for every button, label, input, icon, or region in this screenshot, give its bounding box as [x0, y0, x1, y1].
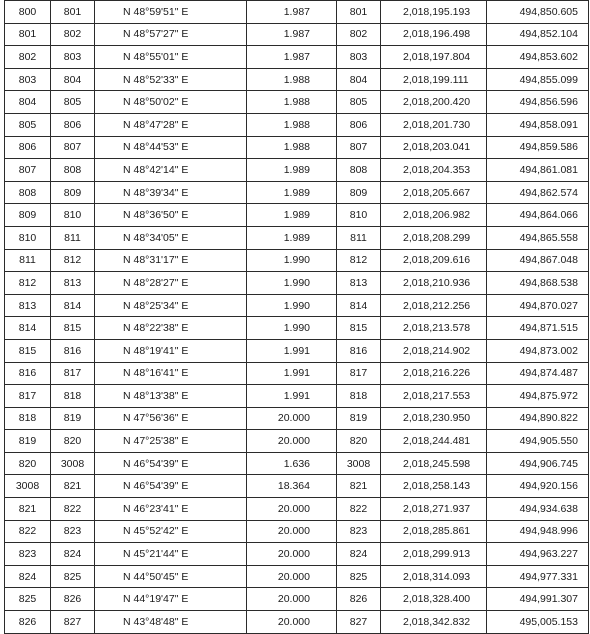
- northing-cell: 2,018,204.353: [381, 159, 487, 182]
- northing-cell: 2,018,245.598: [381, 452, 487, 475]
- easting-cell: 494,963.227: [487, 543, 589, 566]
- bearing-cell: N 44°19'47" E: [95, 588, 247, 611]
- easting-cell: 494,934.638: [487, 498, 589, 521]
- to-station-cell: 807: [51, 136, 95, 159]
- easting-cell: 494,865.558: [487, 226, 589, 249]
- table-body: [5, 1, 589, 634]
- bearing-cell: N 48°52'33" E: [95, 68, 247, 91]
- to-station-cell: 813: [51, 272, 95, 295]
- easting-cell: 494,862.574: [487, 181, 589, 204]
- bearing-cell: N 48°22'38" E: [95, 317, 247, 340]
- table-row: [5, 272, 589, 295]
- table-row: [5, 475, 589, 498]
- northing-cell: 2,018,328.400: [381, 588, 487, 611]
- distance-cell: 20.000: [247, 430, 337, 453]
- to-station-cell: 816: [51, 339, 95, 362]
- to-station-cell: 808: [51, 159, 95, 182]
- northing-cell: 2,018,210.936: [381, 272, 487, 295]
- distance-cell: 1.990: [247, 272, 337, 295]
- from-station-cell: 815: [5, 339, 51, 362]
- distance-cell: 1.991: [247, 362, 337, 385]
- table-row: [5, 136, 589, 159]
- bearing-cell: N 43°48'48" E: [95, 611, 247, 634]
- table-row: [5, 543, 589, 566]
- to-station-cell: 805: [51, 91, 95, 114]
- distance-cell: 1.989: [247, 204, 337, 227]
- to-station-cell: 815: [51, 317, 95, 340]
- to-station-cell: 810: [51, 204, 95, 227]
- bearing-cell: N 45°21'44" E: [95, 543, 247, 566]
- point-cell: 816: [337, 339, 381, 362]
- easting-cell: 494,905.550: [487, 430, 589, 453]
- from-station-cell: 817: [5, 385, 51, 408]
- to-station-cell: 814: [51, 294, 95, 317]
- table-row: [5, 611, 589, 634]
- easting-cell: 494,874.487: [487, 362, 589, 385]
- easting-cell: 495,005.153: [487, 611, 589, 634]
- table-row: [5, 46, 589, 69]
- bearing-cell: N 48°19'41" E: [95, 339, 247, 362]
- point-cell: 813: [337, 272, 381, 295]
- northing-cell: 2,018,214.902: [381, 339, 487, 362]
- distance-cell: 1.988: [247, 68, 337, 91]
- table-row: [5, 385, 589, 408]
- table-row: [5, 23, 589, 46]
- easting-cell: 494,867.048: [487, 249, 589, 272]
- table-row: [5, 520, 589, 543]
- distance-cell: 1.987: [247, 23, 337, 46]
- northing-cell: 2,018,196.498: [381, 23, 487, 46]
- bearing-cell: N 47°56'36" E: [95, 407, 247, 430]
- to-station-cell: 819: [51, 407, 95, 430]
- northing-cell: 2,018,195.193: [381, 1, 487, 24]
- point-cell: 818: [337, 385, 381, 408]
- easting-cell: 494,873.002: [487, 339, 589, 362]
- northing-cell: 2,018,208.299: [381, 226, 487, 249]
- to-station-cell: 809: [51, 181, 95, 204]
- to-station-cell: 811: [51, 226, 95, 249]
- point-cell: 814: [337, 294, 381, 317]
- easting-cell: 494,890.822: [487, 407, 589, 430]
- distance-cell: 1.988: [247, 91, 337, 114]
- easting-cell: 494,868.538: [487, 272, 589, 295]
- distance-cell: 1.988: [247, 136, 337, 159]
- table-row: [5, 159, 589, 182]
- to-station-cell: 826: [51, 588, 95, 611]
- distance-cell: 20.000: [247, 588, 337, 611]
- to-station-cell: 820: [51, 430, 95, 453]
- to-station-cell: 806: [51, 113, 95, 136]
- bearing-cell: N 48°39'34" E: [95, 181, 247, 204]
- to-station-cell: 802: [51, 23, 95, 46]
- northing-cell: 2,018,285.861: [381, 520, 487, 543]
- table-row: [5, 204, 589, 227]
- point-cell: 801: [337, 1, 381, 24]
- easting-cell: 494,991.307: [487, 588, 589, 611]
- table-row: [5, 226, 589, 249]
- table-row: [5, 68, 589, 91]
- point-cell: 819: [337, 407, 381, 430]
- northing-cell: 2,018,206.982: [381, 204, 487, 227]
- point-cell: 826: [337, 588, 381, 611]
- easting-cell: 494,948.996: [487, 520, 589, 543]
- distance-cell: 1.989: [247, 226, 337, 249]
- from-station-cell: 811: [5, 249, 51, 272]
- from-station-cell: 808: [5, 181, 51, 204]
- northing-cell: 2,018,200.420: [381, 91, 487, 114]
- bearing-cell: N 47°25'38" E: [95, 430, 247, 453]
- bearing-cell: N 48°55'01" E: [95, 46, 247, 69]
- to-station-cell: 827: [51, 611, 95, 634]
- table-row: [5, 498, 589, 521]
- to-station-cell: 818: [51, 385, 95, 408]
- distance-cell: 1.988: [247, 113, 337, 136]
- point-cell: 822: [337, 498, 381, 521]
- from-station-cell: 806: [5, 136, 51, 159]
- from-station-cell: 826: [5, 611, 51, 634]
- from-station-cell: 814: [5, 317, 51, 340]
- table-row: [5, 181, 589, 204]
- table-row: [5, 588, 589, 611]
- from-station-cell: 818: [5, 407, 51, 430]
- to-station-cell: 801: [51, 1, 95, 24]
- from-station-cell: 3008: [5, 475, 51, 498]
- bearing-cell: N 48°13'38" E: [95, 385, 247, 408]
- bearing-cell: N 44°50'45" E: [95, 565, 247, 588]
- point-cell: 824: [337, 543, 381, 566]
- point-cell: 823: [337, 520, 381, 543]
- northing-cell: 2,018,205.667: [381, 181, 487, 204]
- distance-cell: 1.991: [247, 385, 337, 408]
- bearing-cell: N 48°28'27" E: [95, 272, 247, 295]
- easting-cell: 494,852.104: [487, 23, 589, 46]
- bearing-cell: N 48°59'51" E: [95, 1, 247, 24]
- from-station-cell: 801: [5, 23, 51, 46]
- northing-cell: 2,018,199.111: [381, 68, 487, 91]
- northing-cell: 2,018,342.832: [381, 611, 487, 634]
- point-cell: 805: [337, 91, 381, 114]
- point-cell: 815: [337, 317, 381, 340]
- bearing-cell: N 46°23'41" E: [95, 498, 247, 521]
- distance-cell: 1.991: [247, 339, 337, 362]
- distance-cell: 20.000: [247, 565, 337, 588]
- northing-cell: 2,018,299.913: [381, 543, 487, 566]
- bearing-cell: N 48°44'53" E: [95, 136, 247, 159]
- point-cell: 820: [337, 430, 381, 453]
- point-cell: 3008: [337, 452, 381, 475]
- bearing-cell: N 48°31'17" E: [95, 249, 247, 272]
- easting-cell: 494,871.515: [487, 317, 589, 340]
- easting-cell: 494,861.081: [487, 159, 589, 182]
- northing-cell: 2,018,230.950: [381, 407, 487, 430]
- distance-cell: 1.636: [247, 452, 337, 475]
- from-station-cell: 823: [5, 543, 51, 566]
- table-row: [5, 249, 589, 272]
- table-row: [5, 113, 589, 136]
- point-cell: 821: [337, 475, 381, 498]
- to-station-cell: 3008: [51, 452, 95, 475]
- distance-cell: 18.364: [247, 475, 337, 498]
- bearing-cell: N 48°50'02" E: [95, 91, 247, 114]
- from-station-cell: 820: [5, 452, 51, 475]
- table-row: [5, 430, 589, 453]
- easting-cell: 494,859.586: [487, 136, 589, 159]
- bearing-cell: N 45°52'42" E: [95, 520, 247, 543]
- from-station-cell: 810: [5, 226, 51, 249]
- from-station-cell: 807: [5, 159, 51, 182]
- point-cell: 817: [337, 362, 381, 385]
- distance-cell: 1.987: [247, 1, 337, 24]
- easting-cell: 494,853.602: [487, 46, 589, 69]
- easting-cell: 494,875.972: [487, 385, 589, 408]
- point-cell: 810: [337, 204, 381, 227]
- bearing-cell: N 48°36'50" E: [95, 204, 247, 227]
- easting-cell: 494,870.027: [487, 294, 589, 317]
- from-station-cell: 813: [5, 294, 51, 317]
- point-cell: 803: [337, 46, 381, 69]
- table-row: [5, 339, 589, 362]
- northing-cell: 2,018,213.578: [381, 317, 487, 340]
- bearing-cell: N 48°25'34" E: [95, 294, 247, 317]
- northing-cell: 2,018,258.143: [381, 475, 487, 498]
- from-station-cell: 825: [5, 588, 51, 611]
- bearing-cell: N 48°47'28" E: [95, 113, 247, 136]
- point-cell: 812: [337, 249, 381, 272]
- table-row: [5, 452, 589, 475]
- from-station-cell: 816: [5, 362, 51, 385]
- table-row: [5, 294, 589, 317]
- northing-cell: 2,018,209.616: [381, 249, 487, 272]
- to-station-cell: 803: [51, 46, 95, 69]
- easting-cell: 494,855.099: [487, 68, 589, 91]
- from-station-cell: 824: [5, 565, 51, 588]
- from-station-cell: 809: [5, 204, 51, 227]
- table-row: [5, 91, 589, 114]
- from-station-cell: 803: [5, 68, 51, 91]
- from-station-cell: 802: [5, 46, 51, 69]
- table-row: [5, 407, 589, 430]
- from-station-cell: 804: [5, 91, 51, 114]
- point-cell: 827: [337, 611, 381, 634]
- from-station-cell: 821: [5, 498, 51, 521]
- bearing-cell: N 48°42'14" E: [95, 159, 247, 182]
- table-row: [5, 317, 589, 340]
- point-cell: 804: [337, 68, 381, 91]
- point-cell: 811: [337, 226, 381, 249]
- northing-cell: 2,018,271.937: [381, 498, 487, 521]
- northing-cell: 2,018,244.481: [381, 430, 487, 453]
- northing-cell: 2,018,212.256: [381, 294, 487, 317]
- northing-cell: 2,018,314.093: [381, 565, 487, 588]
- northing-cell: 2,018,201.730: [381, 113, 487, 136]
- bearing-cell: N 46°54'39" E: [95, 452, 247, 475]
- from-station-cell: 822: [5, 520, 51, 543]
- from-station-cell: 805: [5, 113, 51, 136]
- to-station-cell: 822: [51, 498, 95, 521]
- distance-cell: 1.990: [247, 317, 337, 340]
- easting-cell: 494,920.156: [487, 475, 589, 498]
- survey-table: [4, 0, 589, 634]
- point-cell: 806: [337, 113, 381, 136]
- easting-cell: 494,864.066: [487, 204, 589, 227]
- point-cell: 809: [337, 181, 381, 204]
- to-station-cell: 817: [51, 362, 95, 385]
- table-row: [5, 565, 589, 588]
- from-station-cell: 812: [5, 272, 51, 295]
- distance-cell: 20.000: [247, 407, 337, 430]
- distance-cell: 1.989: [247, 159, 337, 182]
- distance-cell: 1.990: [247, 249, 337, 272]
- point-cell: 807: [337, 136, 381, 159]
- northing-cell: 2,018,217.553: [381, 385, 487, 408]
- distance-cell: 20.000: [247, 611, 337, 634]
- distance-cell: 1.987: [247, 46, 337, 69]
- from-station-cell: 819: [5, 430, 51, 453]
- to-station-cell: 804: [51, 68, 95, 91]
- distance-cell: 20.000: [247, 498, 337, 521]
- northing-cell: 2,018,203.041: [381, 136, 487, 159]
- easting-cell: 494,856.596: [487, 91, 589, 114]
- to-station-cell: 825: [51, 565, 95, 588]
- bearing-cell: N 48°16'41" E: [95, 362, 247, 385]
- distance-cell: 20.000: [247, 543, 337, 566]
- northing-cell: 2,018,197.804: [381, 46, 487, 69]
- bearing-cell: N 48°57'27" E: [95, 23, 247, 46]
- northing-cell: 2,018,216.226: [381, 362, 487, 385]
- easting-cell: 494,850.605: [487, 1, 589, 24]
- to-station-cell: 823: [51, 520, 95, 543]
- point-cell: 825: [337, 565, 381, 588]
- table-row: [5, 362, 589, 385]
- easting-cell: 494,858.091: [487, 113, 589, 136]
- easting-cell: 494,977.331: [487, 565, 589, 588]
- bearing-cell: N 48°34'05" E: [95, 226, 247, 249]
- from-station-cell: 800: [5, 1, 51, 24]
- bearing-cell: N 46°54'39" E: [95, 475, 247, 498]
- distance-cell: 1.990: [247, 294, 337, 317]
- to-station-cell: 824: [51, 543, 95, 566]
- table-row: [5, 1, 589, 24]
- point-cell: 802: [337, 23, 381, 46]
- to-station-cell: 812: [51, 249, 95, 272]
- to-station-cell: 821: [51, 475, 95, 498]
- distance-cell: 20.000: [247, 520, 337, 543]
- distance-cell: 1.989: [247, 181, 337, 204]
- point-cell: 808: [337, 159, 381, 182]
- easting-cell: 494,906.745: [487, 452, 589, 475]
